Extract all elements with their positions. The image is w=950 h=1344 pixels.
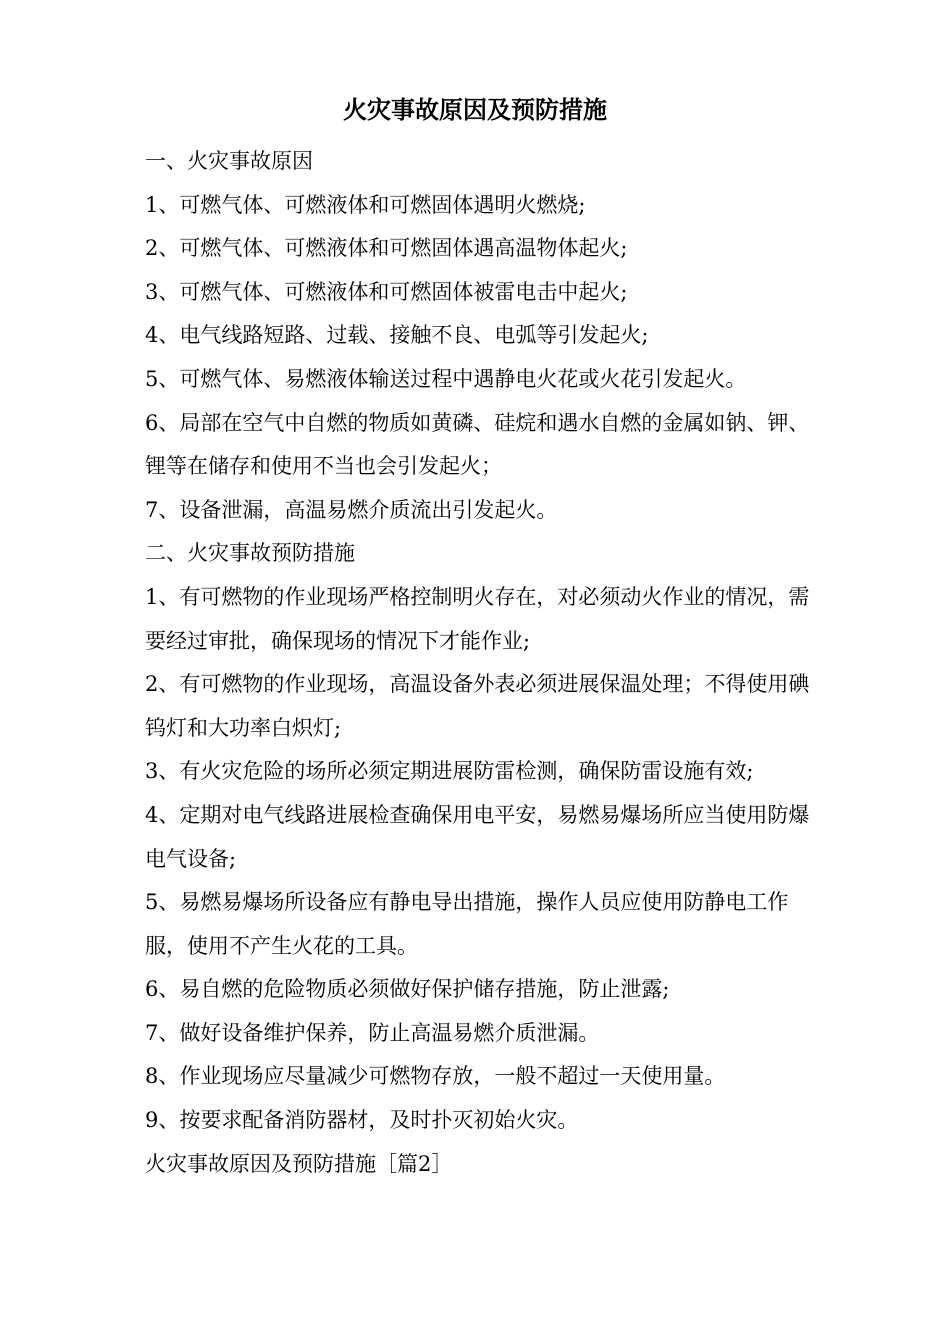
cause-item-7: 7、设备泄漏，高温易燃介质流出引发起火。: [145, 497, 558, 522]
prevention-item-4: 4、定期对电气线路进展检查确保用电平安，易燃易爆场所应当使用防爆电气设备;: [145, 802, 810, 871]
prevention-item-5: 5、易燃易爆场所设备应有静电导出措施，操作人员应使用防静电工作服，使用不产生火花的工具。: [145, 890, 789, 958]
document-body: [145, 140, 810, 1186]
prevention-item-7: 7、做好设备维护保养，防止高温易燃介质泄漏。: [145, 1020, 600, 1045]
cause-item-2: 2、可燃气体、可燃液体和可燃固体遇高温物体起火;: [145, 236, 628, 261]
prevention-item-1: 1、有可燃物的作业现场严格控制明火存在，对必须动火作业的情况，需要经过审批，确保现场的情况下才能作业;: [145, 584, 810, 653]
cause-item-6: 6、局部在空气中自燃的物质如黄磷、硅烷和遇水自燃的金属如钠、钾、锂等在储存和使用不当也会引发起火；: [145, 410, 810, 479]
section-heading-causes: 一、火灾事故原因: [145, 149, 313, 173]
document-title: 火灾事故原因及预防措施: [343, 95, 607, 124]
cause-item-1: 1、可燃气体、可燃液体和可燃固体遇明火燃烧;: [145, 192, 586, 217]
cause-item-4: 4、电气线路短路、过载、接触不良、电弧等引发起火;: [145, 323, 649, 348]
prevention-item-2: 2、有可燃物的作业现场，高温设备外表必须进展保温处理；不得使用碘钨灯和大功率白炽灯;: [145, 672, 810, 740]
prevention-item-6: 6、易自燃的危险物质必须做好保护储存措施，防止泄露;: [145, 977, 670, 1002]
prevention-item-3: 3、有火灾危险的场所必须定期进展防雷检测，确保防雷设施有效;: [145, 759, 754, 784]
cause-item-5: 5、可燃气体、易燃液体输送过程中遇静电火花或火花引发起火。: [145, 366, 747, 391]
prevention-item-8: 8、作业现场应尽量减少可燃物存放，一般不超过一天使用量。: [145, 1064, 726, 1089]
prevention-item-9: 9、按要求配备消防器材，及时扑灭初始火灾。: [145, 1108, 579, 1133]
cause-item-3: 3、可燃气体、可燃液体和可燃固体被雷电击中起火;: [145, 279, 628, 304]
section-heading-prevention: 二、火灾事故预防措施: [145, 541, 355, 566]
next-article-heading: 火灾事故原因及预防措施［篇2］: [145, 1151, 453, 1176]
